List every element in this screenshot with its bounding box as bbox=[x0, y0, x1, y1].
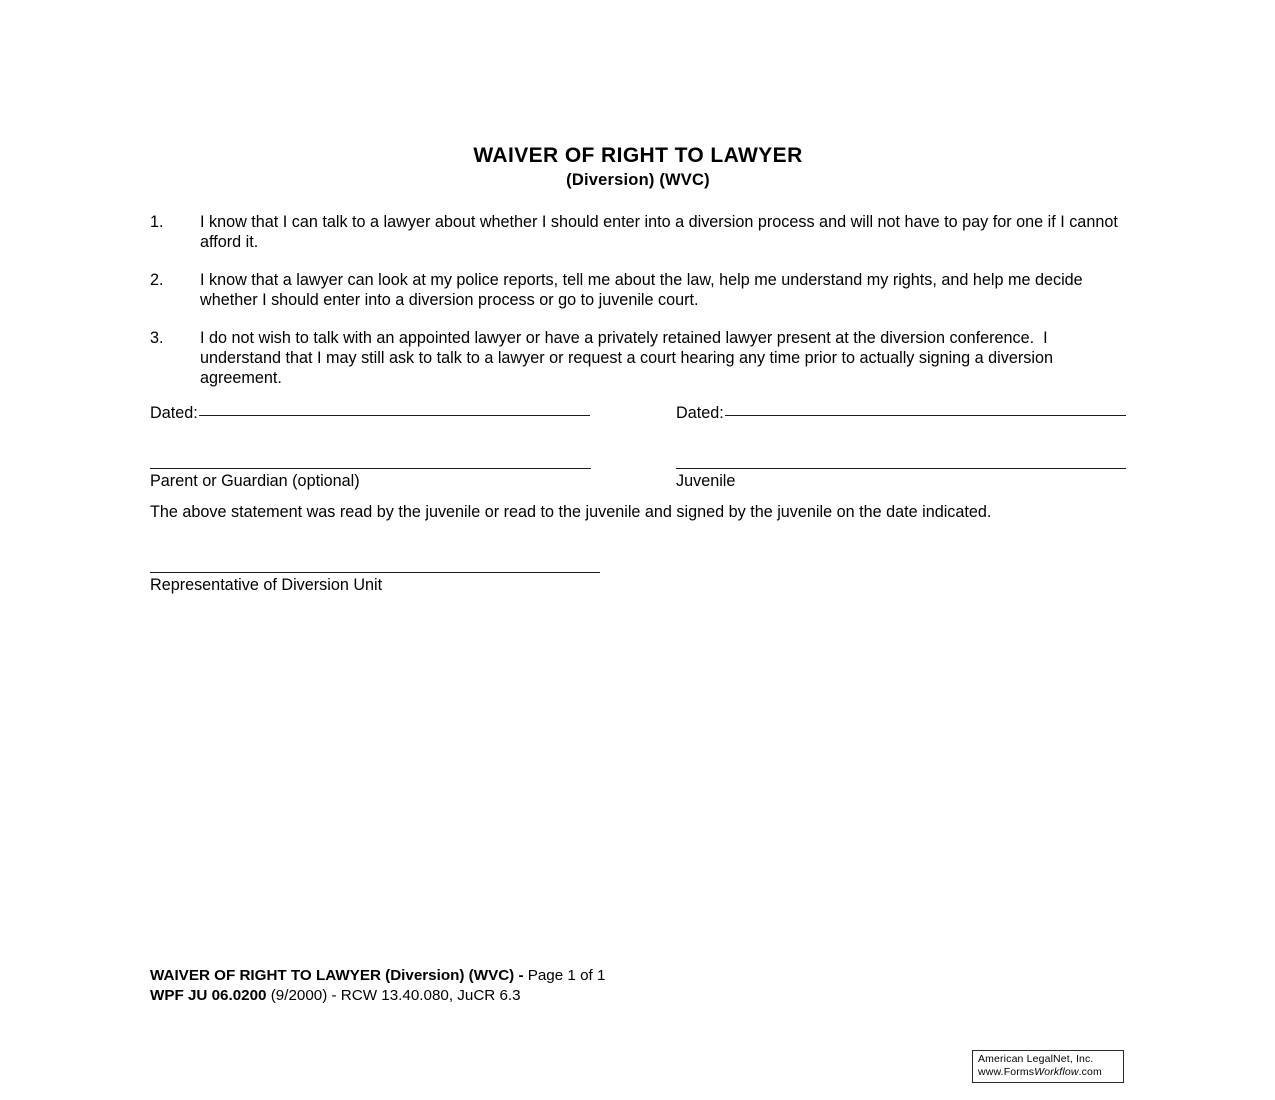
dated-label-left: Dated: bbox=[150, 404, 198, 422]
footer bbox=[150, 966, 1050, 1006]
dated-write-line-left[interactable] bbox=[199, 415, 590, 416]
list-item bbox=[150, 270, 1126, 311]
dated-row bbox=[150, 404, 1126, 430]
signature-field-parent bbox=[150, 468, 591, 491]
footer-citation: (9/2000) - RCW 13.40.080, JuCR 6.3 bbox=[266, 987, 521, 1005]
dated-field-right bbox=[676, 404, 1126, 423]
stamp-company-name: American LegalNet, Inc. bbox=[978, 1053, 1094, 1065]
signature-caption-parent: Parent or Guardian (optional) bbox=[150, 472, 360, 490]
representative-field bbox=[150, 572, 600, 595]
list-item-number: 2. bbox=[150, 270, 164, 289]
dated-write-line-right[interactable] bbox=[725, 415, 1126, 416]
list-item-text: I know that I can talk to a lawyer about whether I should enter into a diversion process and will not have to pay for one if I cannot afford it. bbox=[200, 213, 1123, 252]
list-item bbox=[150, 328, 1126, 389]
legalnet-stamp bbox=[972, 1050, 1124, 1083]
list-item-text: I know that a lawyer can look at my police reports, tell me about the law, help me understand my rights, and help me decide whether I should enter into a diversion process or go to juvenile court. bbox=[200, 270, 1088, 310]
signature-caption-juvenile: Juvenile bbox=[676, 472, 736, 490]
dated-label-right: Dated: bbox=[676, 404, 724, 422]
representative-caption: Representative of Diversion Unit bbox=[150, 576, 383, 594]
list-item-number: 1. bbox=[150, 213, 164, 231]
page-title: WAIVER OF RIGHT TO LAWYER bbox=[473, 144, 803, 167]
dated-field-left bbox=[150, 404, 590, 423]
signature-area bbox=[150, 404, 1126, 512]
stamp-workflow: Workflow bbox=[1034, 1065, 1079, 1078]
stamp-www: www. bbox=[978, 1065, 1004, 1078]
footer-form-title: WAIVER OF RIGHT TO LAWYER (Diversion) (WVC) - bbox=[150, 967, 524, 984]
footer-page-number: Page 1 of 1 bbox=[523, 967, 606, 984]
list-item-text: I do not wish to talk with an appointed lawyer or have a privately retained lawyer present at the diversion conference. I understand that I may still ask to talk to a lawyer or request a court hearing any time prior to actually signing a diversion agreement. bbox=[200, 328, 1058, 388]
page-subtitle: (Diversion) (WVC) bbox=[566, 170, 710, 189]
footer-form-code: WPF JU 06.0200 bbox=[150, 987, 267, 1005]
stamp-website bbox=[978, 1066, 1119, 1079]
statement-paragraph: The above statement was read by the juvenile or read to the juvenile and signed by the juvenile on the date indicated. bbox=[150, 503, 992, 521]
footer-line-1 bbox=[150, 966, 1050, 986]
list-item bbox=[150, 212, 1126, 253]
footer-line-2 bbox=[150, 986, 1050, 1006]
list-item-number: 3. bbox=[150, 328, 164, 347]
signature-field-juvenile bbox=[676, 468, 1126, 491]
title-block bbox=[150, 144, 1126, 189]
numbered-items-list bbox=[150, 212, 1126, 406]
stamp-forms: Forms bbox=[1003, 1065, 1035, 1078]
stamp-tld: .com bbox=[1078, 1065, 1102, 1078]
